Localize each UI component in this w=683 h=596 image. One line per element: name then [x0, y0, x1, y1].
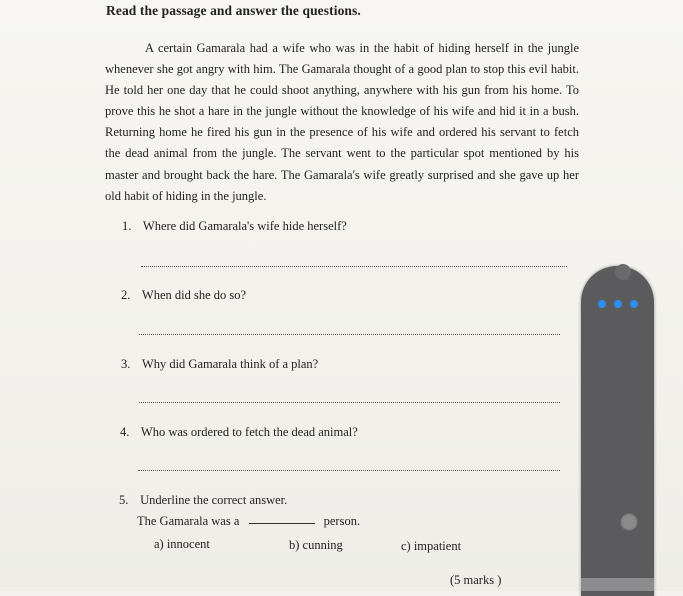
question-3 [121, 357, 318, 372]
question-4 [120, 425, 358, 440]
question-number: 3. [121, 357, 131, 371]
question-5 [119, 493, 287, 508]
instruction-heading: Read the passage and answer the questions. [106, 3, 361, 18]
panel-bottom-bar [581, 578, 654, 591]
menu-dot-icon [614, 300, 622, 308]
answer-line-3[interactable] [139, 402, 560, 403]
answer-line-4[interactable] [138, 470, 560, 471]
menu-dot-icon [598, 300, 606, 308]
more-options-icon[interactable] [598, 299, 638, 309]
panel-handle[interactable] [615, 264, 631, 280]
question-2 [121, 288, 246, 303]
option-c[interactable]: c) impatient [401, 539, 462, 553]
sentence-blank[interactable] [249, 523, 315, 524]
question-text: Where did Gamarala's wife hide herself? [142, 219, 347, 233]
question-number: 2. [121, 288, 131, 302]
answer-line-1[interactable] [141, 266, 567, 267]
question-number: 4. [120, 425, 130, 439]
option-a[interactable]: a) innocent [154, 537, 210, 551]
menu-dot-icon [630, 300, 638, 308]
question-text: Underline the correct answer. [140, 493, 288, 507]
side-overlay-panel [581, 266, 654, 596]
question-number: 5. [119, 493, 129, 507]
marks-label: (5 marks ) [450, 573, 502, 587]
question-1 [122, 219, 347, 234]
question-number: 1. [122, 219, 132, 233]
sentence-start: The Gamarala was a [137, 514, 240, 528]
fill-in-sentence [137, 514, 360, 529]
option-b[interactable]: b) cunning [289, 538, 343, 552]
question-text: Who was ordered to fetch the dead animal? [140, 425, 358, 439]
reading-passage: A certain Gamarala had a wife who was in the habit of hiding herself in the jungle whenever she got angry with him. The Gamarala thought of a good plan to stop this evil habit. He told her one day that he could shoot anything, anywhere with his gun from his home. To prove this he shot a hare in the jungle without the knowledge of his wife and hid it in a bush. Returning home he fired his gun in the presence of his wife and ordered his servant to fetch the dead animal from the jungle. The servant went to the particular spot mentioned by his master and brought back the hare. The Gamarala's wife greatly surprised and she gave up her old habit of hiding in the jungle. [105, 41, 579, 203]
scroll-knob-icon[interactable] [620, 513, 638, 531]
question-text: When did she do so? [141, 288, 247, 302]
question-text: Why did Gamarala think of a plan? [141, 357, 319, 371]
answer-line-2[interactable] [139, 334, 560, 335]
sentence-end: person. [323, 514, 361, 528]
